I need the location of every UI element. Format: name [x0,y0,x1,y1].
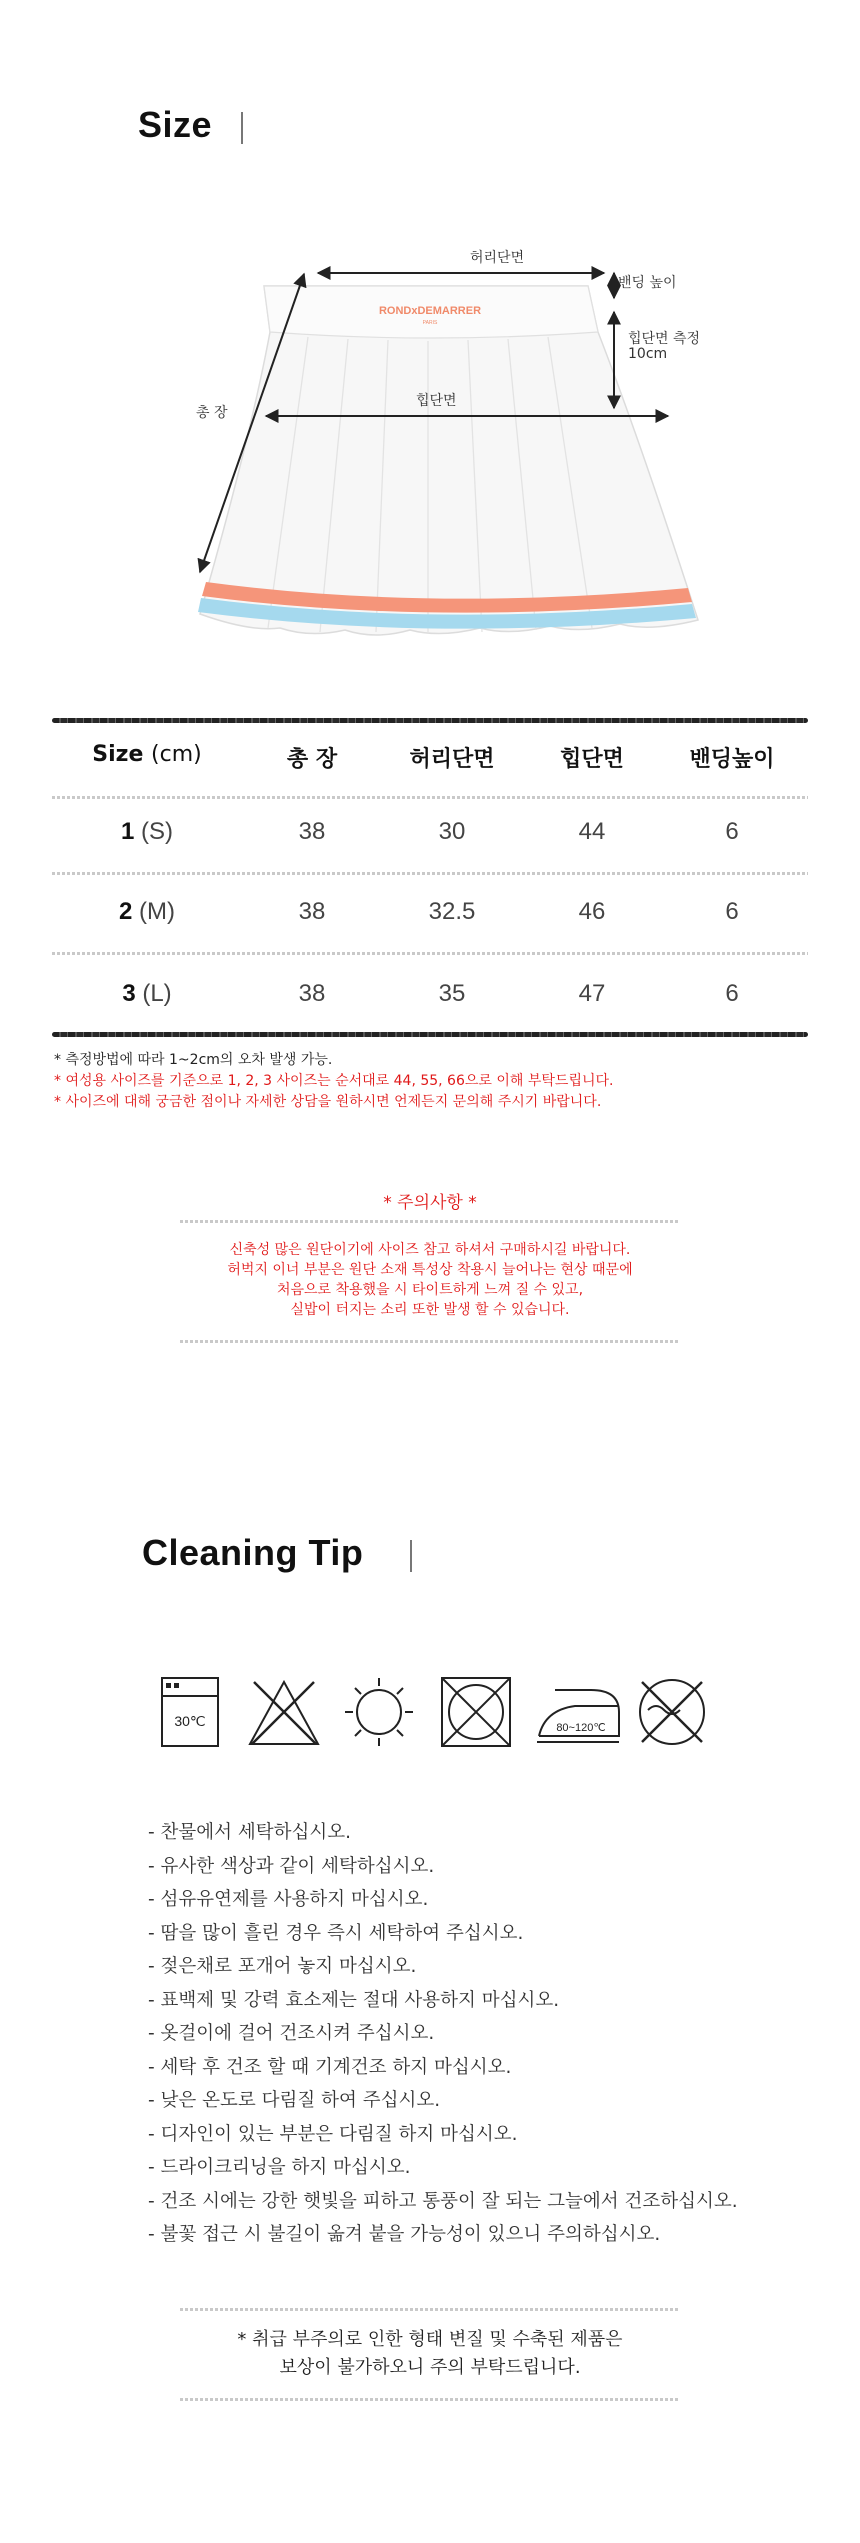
no-bleach-icon [246,1676,322,1748]
table-row: 1 (S) 38 30 44 6 [120,818,739,845]
list-item: - 건조 시에는 강한 햇빛을 피하고 통풍이 잘 되는 그늘에서 건조하십시오. [148,2191,738,2212]
size-section-title: Size [138,104,213,145]
list-item: - 섬유유연제를 사용하지 마십시오. [148,1889,429,1910]
row-divider [52,952,808,955]
list-item: - 표백제 및 강력 효소제는 절대 사용하지 마십시오. [148,1990,560,2011]
hip-offset-label: 10cm [628,346,668,362]
svg-text:80~120℃: 80~120℃ [556,1722,606,1734]
list-item: - 세탁 후 건조 할 때 기계건조 하지 마십시오. [148,2057,512,2078]
caution-body: 신축성 많은 원단이기에 사이즈 참고 하셔서 구매하시길 바랍니다. 허벅지 이너 부분은 원단 소재 특성상 착용시 늘어나는 현상 때문에 처음으로 착용했을 시 타이트하게 느껴 질 수 있고, 실밥이 터지는 소리 또한 발생 할 수 있습니다. [227,1242,633,1318]
list-item: - 옷걸이에 걸어 건조시켜 주십시오. [148,2023,435,2044]
note-measurement: * 측정방법에 따라 1~2cm의 오차 발생 가능. [54,1052,333,1068]
brand-logo-subtext: PARIS [422,320,438,326]
size-table-header [52,742,808,778]
hip-measure-label: 힙단면 측정 [628,331,701,347]
note-contact: * 사이즈에 대해 궁금한 점이나 자세한 상담을 원하시면 언제든지 문의해 주시기 바랍니다. [54,1094,602,1110]
header-waist: 허리단면 [409,747,495,772]
skirt-illustration [198,286,701,635]
table-row: 2 (M) 38 32.5 46 6 [118,898,739,925]
caution-divider-bottom [180,1340,680,1343]
footer-divider-bottom [180,2398,680,2401]
list-item: - 낮은 온도로 다림질 하여 주십시오. [148,2090,441,2111]
header-band: 밴딩높이 [689,747,775,772]
list-item: - 유사한 색상과 같이 세탁하십시오. [148,1856,435,1877]
list-item: - 드라이크리닝을 하지 마십시오. [148,2157,411,2178]
table-bottom-border [52,1032,808,1037]
length-label: 총 장 [196,405,228,421]
title-divider [241,112,243,144]
footer-note: * 취급 부주의로 인한 형태 변질 및 수축된 제품은 보상이 불가하오니 주의 부탁드립니다. [237,2329,623,2378]
header-size: Size (cm) [92,742,202,767]
skirt-measurement-diagram [180,240,720,640]
table-top-border [52,718,808,723]
list-item: - 땀을 많이 흘린 경우 즉시 세탁하여 주십시오. [148,1923,524,1944]
caution-divider-top [180,1220,680,1223]
band-label: 밴딩 높이 [618,275,677,291]
list-item: - 찬물에서 세탁하십시오. [148,1822,352,1843]
sun-dry-icon [343,1676,415,1748]
hip-label: 힙단면 [416,393,457,409]
row-divider [52,796,808,799]
header-length: 총 장 [286,747,338,772]
iron-low-temp-icon [535,1676,621,1748]
title-divider [410,1540,412,1572]
waist-label: 허리단면 [470,250,525,266]
footer-divider-top [180,2308,680,2311]
no-dry-clean-icon [636,1676,708,1748]
list-item: - 디자인이 있는 부분은 다림질 하지 마십시오. [148,2124,518,2145]
cleaning-section-title: Cleaning Tip [142,1532,364,1573]
no-tumble-dry-icon [440,1676,512,1748]
table-row: 3 (L) 38 35 47 6 [122,980,739,1007]
header-hip: 힙단면 [560,747,624,772]
note-size-equivalent: * 여성용 사이즈를 기준으로 1, 2, 3 사이즈는 순서대로 44, 55, 66으로 이해 부탁드립니다. [54,1073,614,1089]
brand-logo-text: RONDxDEMARRER [378,305,482,317]
svg-text:30℃: 30℃ [174,1713,206,1729]
caution-title: * 주의사항 * [383,1193,477,1213]
list-item: - 불꽃 접근 시 불길이 옮겨 붙을 가능성이 있으니 주의하십시오. [148,2224,661,2245]
wash-30c-icon [160,1676,220,1748]
row-divider [52,872,808,875]
list-item: - 젖은채로 포개어 놓지 마십시오. [148,1956,417,1977]
